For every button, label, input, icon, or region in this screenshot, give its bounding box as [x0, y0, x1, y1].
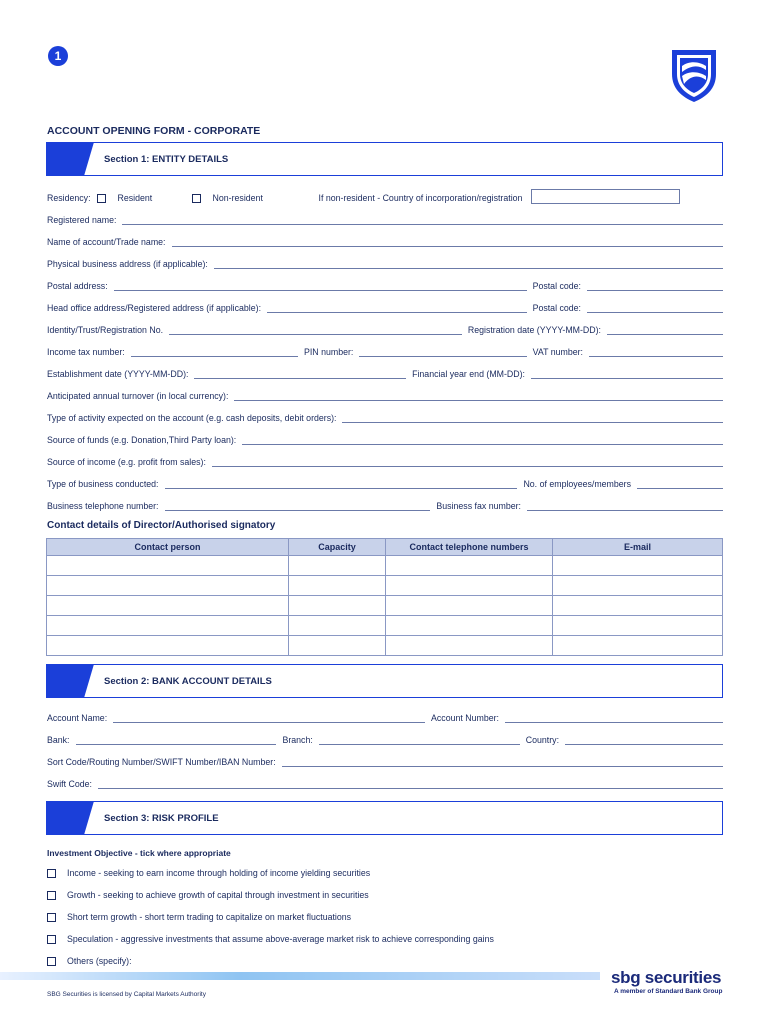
- postal-code-2-label: Postal code:: [532, 303, 581, 313]
- table-cell[interactable]: [289, 556, 386, 576]
- trade-name-label: Name of account/Trade name:: [47, 237, 166, 247]
- table-cell[interactable]: [289, 576, 386, 596]
- postal-code-field[interactable]: [587, 281, 723, 291]
- source-funds-row: [47, 431, 723, 445]
- income-tax-field[interactable]: [131, 347, 298, 357]
- section-1-header: [46, 142, 723, 176]
- table-cell[interactable]: [386, 596, 553, 616]
- country-field[interactable]: [531, 189, 680, 204]
- section-2-header: [46, 664, 723, 698]
- speculation-label: Speculation - aggressive investments that assume above-average market risk to achieve corresponding gains: [67, 934, 494, 944]
- sort-code-row: [47, 753, 723, 767]
- resident-checkbox[interactable]: [97, 194, 106, 203]
- table-cell[interactable]: [553, 636, 723, 656]
- license-note: SBG Securities is licensed by Capital Markets Authority: [47, 991, 206, 998]
- account-row: [47, 709, 723, 723]
- registered-name-field[interactable]: [122, 215, 723, 225]
- section-3-header: [46, 801, 723, 835]
- table-cell[interactable]: [386, 556, 553, 576]
- tel-field[interactable]: [165, 501, 431, 511]
- head-office-row: [47, 299, 723, 313]
- table-cell[interactable]: [386, 576, 553, 596]
- table-row: [47, 616, 723, 636]
- est-date-field[interactable]: [194, 369, 406, 379]
- branch-label: Branch:: [282, 735, 313, 745]
- activity-field[interactable]: [342, 413, 723, 423]
- account-name-field[interactable]: [113, 713, 425, 723]
- col-telephone: Contact telephone numbers: [386, 539, 553, 556]
- short-term-checkbox[interactable]: [47, 913, 56, 922]
- trade-name-field[interactable]: [172, 237, 724, 247]
- footer-decorative-bar: [0, 972, 600, 980]
- growth-checkbox[interactable]: [47, 891, 56, 900]
- page-number-badge: 1: [48, 46, 68, 66]
- objective-option-speculation: [47, 934, 494, 944]
- business-type-label: Type of business conducted:: [47, 479, 159, 489]
- activity-label: Type of activity expected on the account (e.g. cash deposits, debit orders):: [47, 413, 337, 423]
- vat-field[interactable]: [589, 347, 723, 357]
- employees-field[interactable]: [637, 479, 723, 489]
- objective-option-income: [47, 868, 370, 878]
- income-tax-label: Income tax number:: [47, 347, 125, 357]
- table-cell[interactable]: [47, 616, 289, 636]
- turnover-label: Anticipated annual turnover (in local currency):: [47, 391, 229, 401]
- fin-year-field[interactable]: [531, 369, 723, 379]
- table-cell[interactable]: [289, 596, 386, 616]
- source-funds-field[interactable]: [242, 435, 723, 445]
- swift-row: [47, 775, 723, 789]
- reg-no-field[interactable]: [169, 325, 462, 335]
- non-resident-checkbox[interactable]: [192, 194, 201, 203]
- dates-row: [47, 365, 723, 379]
- swift-label: Swift Code:: [47, 779, 92, 789]
- bank-row: [47, 731, 723, 745]
- growth-label: Growth - seeking to achieve growth of capital through investment in securities: [67, 890, 369, 900]
- investment-objective-title: Investment Objective - tick where appropriate: [47, 848, 231, 858]
- swift-field[interactable]: [98, 779, 723, 789]
- tel-label: Business telephone number:: [47, 501, 159, 511]
- reg-date-field[interactable]: [607, 325, 723, 335]
- section-tab-marker: [46, 801, 84, 835]
- physical-address-row: [47, 255, 723, 269]
- section-tab-marker: [46, 664, 84, 698]
- business-type-row: [47, 475, 723, 489]
- residency-label: Residency:: [47, 193, 91, 203]
- source-funds-label: Source of funds (e.g. Donation,Third Party loan):: [47, 435, 237, 445]
- table-cell[interactable]: [289, 636, 386, 656]
- source-income-row: [47, 453, 723, 467]
- postal-code-label: Postal code:: [532, 281, 581, 291]
- employees-label: No. of employees/members: [523, 479, 631, 489]
- est-date-label: Establishment date (YYYY-MM-DD):: [47, 369, 189, 379]
- brand-name: sbg securities: [611, 968, 722, 987]
- brand-subtitle: A member of Standard Bank Group: [614, 988, 723, 995]
- col-email: E-mail: [553, 539, 723, 556]
- country-label: If non-resident - Country of incorporation/registration: [318, 193, 523, 203]
- bank-country-label: Country:: [525, 735, 560, 745]
- table-row: [47, 556, 723, 576]
- table-cell[interactable]: [553, 576, 723, 596]
- table-cell[interactable]: [47, 636, 289, 656]
- table-cell[interactable]: [553, 556, 723, 576]
- business-type-field[interactable]: [165, 479, 518, 489]
- bank-field[interactable]: [76, 735, 277, 745]
- source-income-label: Source of income (e.g. profit from sales):: [47, 457, 206, 467]
- income-label: Income - seeking to earn income through holding of income yielding securities: [67, 868, 371, 878]
- short-term-label: Short term growth - short term trading to capitalize on market fluctuations: [67, 912, 352, 922]
- table-cell[interactable]: [553, 616, 723, 636]
- postal-address-label: Postal address:: [47, 281, 108, 291]
- col-capacity: Capacity: [289, 539, 386, 556]
- section-2-title: Section 2: BANK ACCOUNT DETAILS: [104, 676, 272, 687]
- phone-row: [47, 497, 723, 511]
- branch-field[interactable]: [319, 735, 520, 745]
- table-cell[interactable]: [47, 596, 289, 616]
- source-income-field[interactable]: [212, 457, 723, 467]
- table-cell[interactable]: [47, 576, 289, 596]
- table-row: [47, 596, 723, 616]
- registered-name-label: Registered name:: [47, 215, 117, 225]
- postal-address-row: [47, 277, 723, 291]
- fax-label: Business fax number:: [436, 501, 521, 511]
- reg-no-row: [47, 321, 723, 335]
- tax-row: [47, 343, 723, 357]
- head-office-label: Head office address/Registered address (if applicable):: [47, 303, 262, 313]
- physical-address-label: Physical business address (if applicable):: [47, 259, 208, 269]
- table-row: [47, 636, 723, 656]
- sort-code-field[interactable]: [282, 757, 723, 767]
- turnover-row: [47, 387, 723, 401]
- fin-year-label: Financial year end (MM-DD):: [412, 369, 525, 379]
- objective-option-growth: [47, 890, 369, 900]
- registered-name-row: [47, 211, 723, 225]
- table-cell[interactable]: [553, 596, 723, 616]
- residency-row: [47, 189, 723, 203]
- table-row: [47, 576, 723, 596]
- trade-name-row: [47, 233, 723, 247]
- bank-label: Bank:: [47, 735, 70, 745]
- account-name-label: Account Name:: [47, 713, 108, 723]
- income-checkbox[interactable]: [47, 869, 56, 878]
- activity-row: [47, 409, 723, 423]
- table-cell[interactable]: [386, 616, 553, 636]
- standard-bank-shield-logo: [664, 44, 724, 104]
- contacts-title: Contact details of Director/Authorised signatory: [47, 520, 276, 531]
- pin-field[interactable]: [359, 347, 526, 357]
- postal-address-field[interactable]: [114, 281, 527, 291]
- head-office-field[interactable]: [267, 303, 527, 313]
- sort-code-label: Sort Code/Routing Number/SWIFT Number/IBAN Number:: [47, 757, 276, 767]
- resident-label: Resident: [117, 193, 153, 203]
- section-tab-marker: [46, 142, 84, 176]
- non-resident-label: Non-resident: [212, 193, 263, 203]
- others-label: Others (specify):: [67, 956, 132, 966]
- form-title: ACCOUNT OPENING FORM - CORPORATE: [47, 125, 261, 137]
- objective-option-short-term: [47, 912, 351, 922]
- speculation-checkbox[interactable]: [47, 935, 56, 944]
- table-cell[interactable]: [289, 616, 386, 636]
- section-3-title: Section 3: RISK PROFILE: [104, 813, 219, 824]
- table-cell[interactable]: [386, 636, 553, 656]
- account-number-field[interactable]: [505, 713, 723, 723]
- account-number-label: Account Number:: [431, 713, 499, 723]
- turnover-field[interactable]: [234, 391, 723, 401]
- table-cell[interactable]: [47, 556, 289, 576]
- bank-country-field[interactable]: [565, 735, 723, 745]
- pin-label: PIN number:: [304, 347, 354, 357]
- section-1-title: Section 1: ENTITY DETAILS: [104, 154, 229, 165]
- reg-date-label: Registration date (YYYY-MM-DD):: [467, 325, 601, 335]
- physical-address-field[interactable]: [214, 259, 723, 269]
- fax-field[interactable]: [527, 501, 723, 511]
- others-checkbox[interactable]: [47, 957, 56, 966]
- objective-option-others: [47, 956, 132, 966]
- vat-label: VAT number:: [532, 347, 583, 357]
- postal-code-2-field[interactable]: [587, 303, 723, 313]
- contacts-table: [46, 538, 723, 656]
- reg-no-label: Identity/Trust/Registration No.: [47, 325, 164, 335]
- contacts-header-row: [47, 539, 723, 556]
- col-contact-person: Contact person: [47, 539, 289, 556]
